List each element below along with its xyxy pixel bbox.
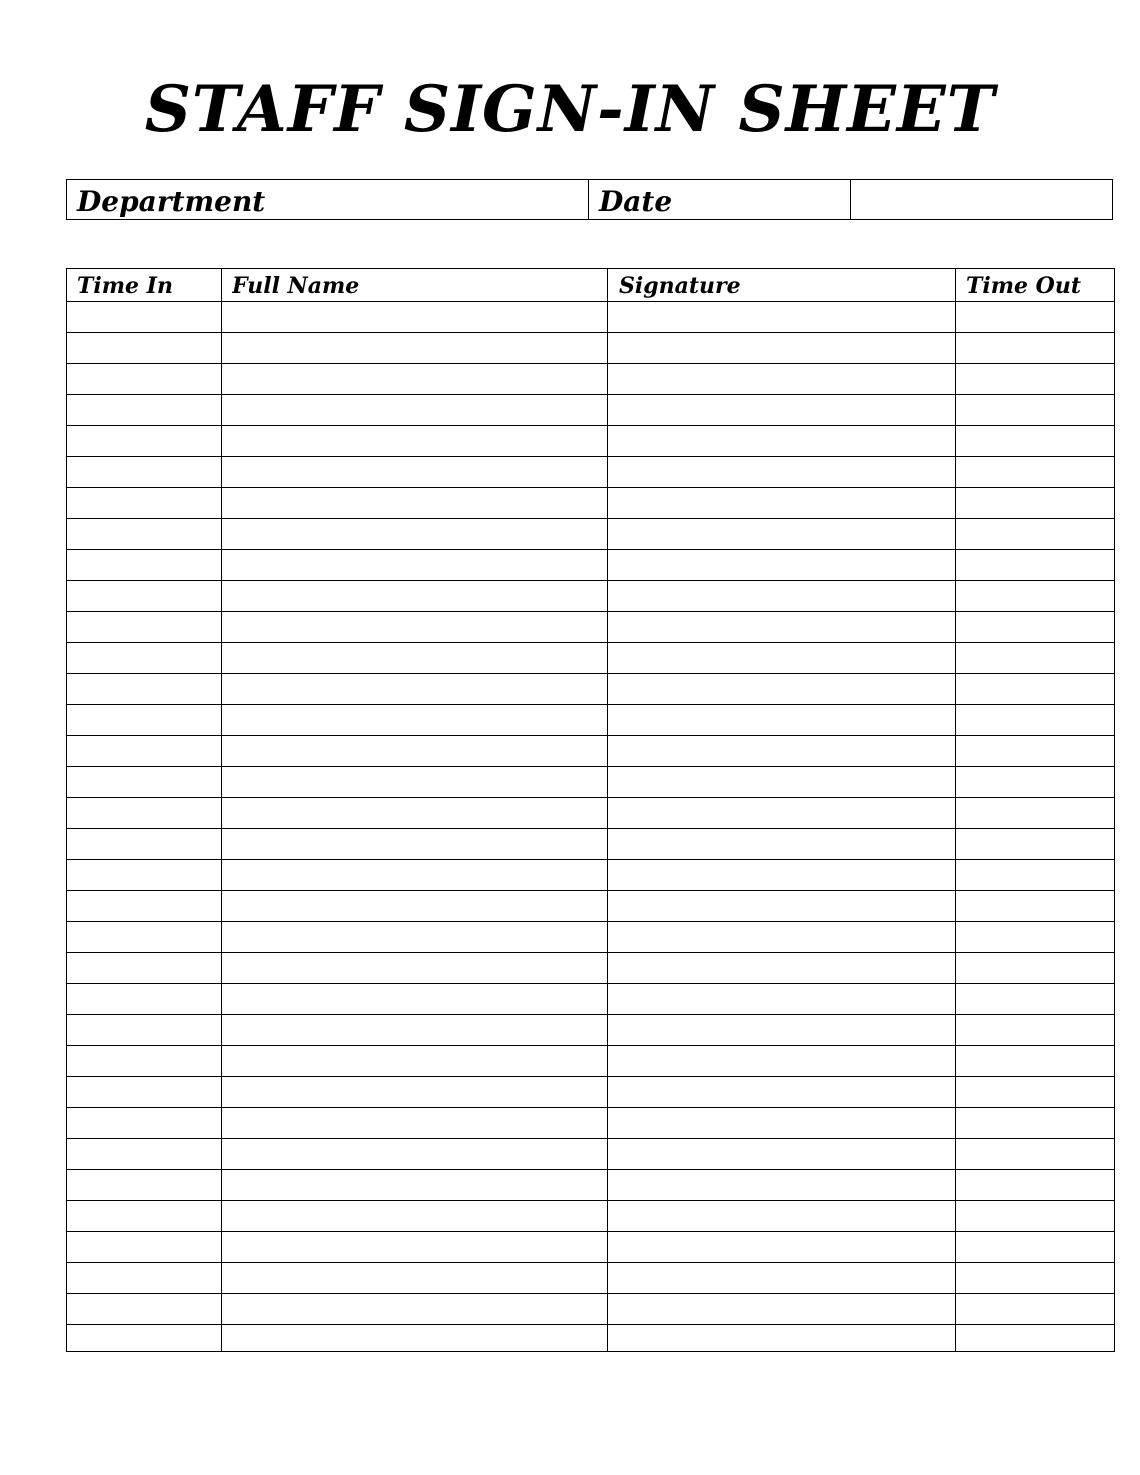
table-cell-full-name[interactable]: [222, 984, 606, 1014]
table-cell-time-in[interactable]: [68, 1046, 220, 1076]
table-cell-signature[interactable]: [608, 1077, 954, 1107]
table-cell-time-in[interactable]: [68, 860, 220, 890]
table-cell-time-out[interactable]: [956, 519, 1113, 549]
table-cell-time-out[interactable]: [956, 1015, 1113, 1045]
table-cell-time-in[interactable]: [68, 1139, 220, 1169]
table-cell-time-out[interactable]: [956, 364, 1113, 394]
table-cell-full-name[interactable]: [222, 488, 606, 518]
table-cell-signature[interactable]: [608, 550, 954, 580]
table-cell-full-name[interactable]: [222, 457, 606, 487]
table-cell-signature[interactable]: [608, 1325, 954, 1355]
table-cell-time-in[interactable]: [68, 395, 220, 425]
table-cell-time-out[interactable]: [956, 705, 1113, 735]
table-cell-signature[interactable]: [608, 395, 954, 425]
table-cell-full-name[interactable]: [222, 767, 606, 797]
table-cell-time-in[interactable]: [68, 612, 220, 642]
table-cell-time-in[interactable]: [68, 1201, 220, 1231]
table-cell-time-in[interactable]: [68, 829, 220, 859]
table-cell-signature[interactable]: [608, 829, 954, 859]
table-cell-time-out[interactable]: [956, 457, 1113, 487]
table-cell-time-in[interactable]: [68, 488, 220, 518]
table-cell-time-out[interactable]: [956, 612, 1113, 642]
table-cell-signature[interactable]: [608, 736, 954, 766]
table-cell-full-name[interactable]: [222, 1232, 606, 1262]
table-cell-time-in[interactable]: [68, 519, 220, 549]
table-cell-time-in[interactable]: [68, 1294, 220, 1324]
table-cell-signature[interactable]: [608, 426, 954, 456]
table-cell-time-in[interactable]: [68, 705, 220, 735]
table-cell-signature[interactable]: [608, 302, 954, 332]
table-cell-time-in[interactable]: [68, 364, 220, 394]
table-cell-time-in[interactable]: [68, 798, 220, 828]
table-cell-time-in[interactable]: [68, 457, 220, 487]
table-cell-time-out[interactable]: [956, 798, 1113, 828]
table-cell-full-name[interactable]: [222, 302, 606, 332]
table-cell-signature[interactable]: [608, 922, 954, 952]
table-cell-signature[interactable]: [608, 519, 954, 549]
table-cell-signature[interactable]: [608, 457, 954, 487]
column-header-time-in: Time In: [77, 273, 173, 299]
table-cell-signature[interactable]: [608, 984, 954, 1014]
table-cell-signature[interactable]: [608, 333, 954, 363]
table-cell-time-out[interactable]: [956, 1201, 1113, 1231]
table-cell-time-out[interactable]: [956, 643, 1113, 673]
table-cell-time-out[interactable]: [956, 395, 1113, 425]
table-cell-full-name[interactable]: [222, 333, 606, 363]
table-cell-signature[interactable]: [608, 1139, 954, 1169]
table-cell-time-in[interactable]: [68, 581, 220, 611]
table-cell-time-out[interactable]: [956, 1294, 1113, 1324]
table-cell-time-out[interactable]: [956, 1232, 1113, 1262]
table-cell-full-name[interactable]: [222, 426, 606, 456]
table-cell-time-in[interactable]: [68, 736, 220, 766]
table-cell-time-in[interactable]: [68, 1077, 220, 1107]
table-cell-time-out[interactable]: [956, 767, 1113, 797]
department-field[interactable]: [67, 180, 589, 219]
table-cell-full-name[interactable]: [222, 705, 606, 735]
table-cell-full-name[interactable]: [222, 1263, 606, 1293]
table-cell-signature[interactable]: [608, 1263, 954, 1293]
table-cell-signature[interactable]: [608, 1170, 954, 1200]
sign-in-table: [66, 268, 1115, 1352]
table-cell-time-out[interactable]: [956, 488, 1113, 518]
table-cell-full-name[interactable]: [222, 922, 606, 952]
table-cell-time-in[interactable]: [68, 643, 220, 673]
table-cell-full-name[interactable]: [222, 860, 606, 890]
table-cell-time-out[interactable]: [956, 1263, 1113, 1293]
table-cell-time-out[interactable]: [956, 550, 1113, 580]
table-cell-time-out[interactable]: [956, 1139, 1113, 1169]
table-cell-signature[interactable]: [608, 674, 954, 704]
table-cell-time-out[interactable]: [956, 426, 1113, 456]
table-cell-full-name[interactable]: [222, 519, 606, 549]
table-cell-time-out[interactable]: [956, 1046, 1113, 1076]
table-cell-signature[interactable]: [608, 1015, 954, 1045]
column-header-signature: Signature: [619, 273, 741, 299]
page-title: STAFF SIGN-IN SHEET: [144, 72, 996, 147]
date-label-cell: [589, 180, 851, 219]
date-label: Date: [599, 185, 673, 218]
table-cell-signature[interactable]: [608, 1294, 954, 1324]
table-cell-signature[interactable]: [608, 1232, 954, 1262]
table-cell-full-name[interactable]: [222, 1139, 606, 1169]
table-cell-time-out[interactable]: [956, 953, 1113, 983]
table-cell-time-out[interactable]: [956, 302, 1113, 332]
table-cell-time-in[interactable]: [68, 1170, 220, 1200]
table-cell-signature[interactable]: [608, 767, 954, 797]
table-cell-full-name[interactable]: [222, 1294, 606, 1324]
table-cell-full-name[interactable]: [222, 1046, 606, 1076]
table-cell-time-in[interactable]: [68, 302, 220, 332]
table-cell-time-in[interactable]: [68, 984, 220, 1014]
table-cell-time-in[interactable]: [68, 426, 220, 456]
table-cell-time-in[interactable]: [68, 1108, 220, 1138]
table-cell-full-name[interactable]: [222, 798, 606, 828]
table-cell-signature[interactable]: [608, 860, 954, 890]
department-label: Department: [77, 185, 266, 218]
table-cell-time-in[interactable]: [68, 1325, 220, 1355]
table-cell-full-name[interactable]: [222, 1108, 606, 1138]
table-cell-signature[interactable]: [608, 612, 954, 642]
table-cell-time-in[interactable]: [68, 1232, 220, 1262]
table-cell-full-name[interactable]: [222, 612, 606, 642]
table-cell-time-out[interactable]: [956, 581, 1113, 611]
table-cell-full-name[interactable]: [222, 891, 606, 921]
table-cell-time-out[interactable]: [956, 984, 1113, 1014]
table-cell-time-out[interactable]: [956, 1325, 1113, 1355]
table-cell-time-in[interactable]: [68, 891, 220, 921]
table-cell-time-in[interactable]: [68, 953, 220, 983]
table-cell-time-in[interactable]: [68, 550, 220, 580]
table-cell-full-name[interactable]: [222, 1015, 606, 1045]
table-cell-signature[interactable]: [608, 891, 954, 921]
table-cell-time-in[interactable]: [68, 333, 220, 363]
table-cell-time-in[interactable]: [68, 767, 220, 797]
column-header-full-name: Full Name: [232, 273, 360, 299]
table-cell-full-name[interactable]: [222, 550, 606, 580]
table-cell-time-out[interactable]: [956, 829, 1113, 859]
table-cell-full-name[interactable]: [222, 674, 606, 704]
table-cell-full-name[interactable]: [222, 1201, 606, 1231]
table-cell-full-name[interactable]: [222, 953, 606, 983]
table-cell-time-in[interactable]: [68, 1015, 220, 1045]
table-cell-time-out[interactable]: [956, 1170, 1113, 1200]
table-cell-full-name[interactable]: [222, 1077, 606, 1107]
table-cell-time-out[interactable]: [956, 736, 1113, 766]
table-cell-signature[interactable]: [608, 1108, 954, 1138]
table-cell-full-name[interactable]: [222, 581, 606, 611]
table-cell-time-in[interactable]: [68, 922, 220, 952]
table-cell-time-out[interactable]: [956, 891, 1113, 921]
table-cell-time-out[interactable]: [956, 1108, 1113, 1138]
table-cell-full-name[interactable]: [222, 643, 606, 673]
table-cell-signature[interactable]: [608, 798, 954, 828]
table-cell-time-out[interactable]: [956, 860, 1113, 890]
table-cell-full-name[interactable]: [222, 364, 606, 394]
table-cell-full-name[interactable]: [222, 829, 606, 859]
table-cell-full-name[interactable]: [222, 736, 606, 766]
column-header-time-out: Time Out: [966, 273, 1081, 299]
table-cell-signature[interactable]: [608, 953, 954, 983]
table-cell-time-out[interactable]: [956, 333, 1113, 363]
table-cell-signature[interactable]: [608, 581, 954, 611]
table-cell-signature[interactable]: [608, 705, 954, 735]
table-cell-time-out[interactable]: [956, 922, 1113, 952]
table-cell-signature[interactable]: [608, 488, 954, 518]
table-cell-full-name[interactable]: [222, 395, 606, 425]
table-cell-time-out[interactable]: [956, 1077, 1113, 1107]
table-cell-time-in[interactable]: [68, 674, 220, 704]
table-cell-time-in[interactable]: [68, 1263, 220, 1293]
table-cell-signature[interactable]: [608, 1046, 954, 1076]
table-cell-signature[interactable]: [608, 364, 954, 394]
table-cell-full-name[interactable]: [222, 1170, 606, 1200]
date-field[interactable]: [851, 180, 1112, 219]
table-cell-signature[interactable]: [608, 643, 954, 673]
header-info-box: [66, 179, 1113, 220]
table-cell-time-out[interactable]: [956, 674, 1113, 704]
table-cell-signature[interactable]: [608, 1201, 954, 1231]
table-cell-full-name[interactable]: [222, 1325, 606, 1355]
